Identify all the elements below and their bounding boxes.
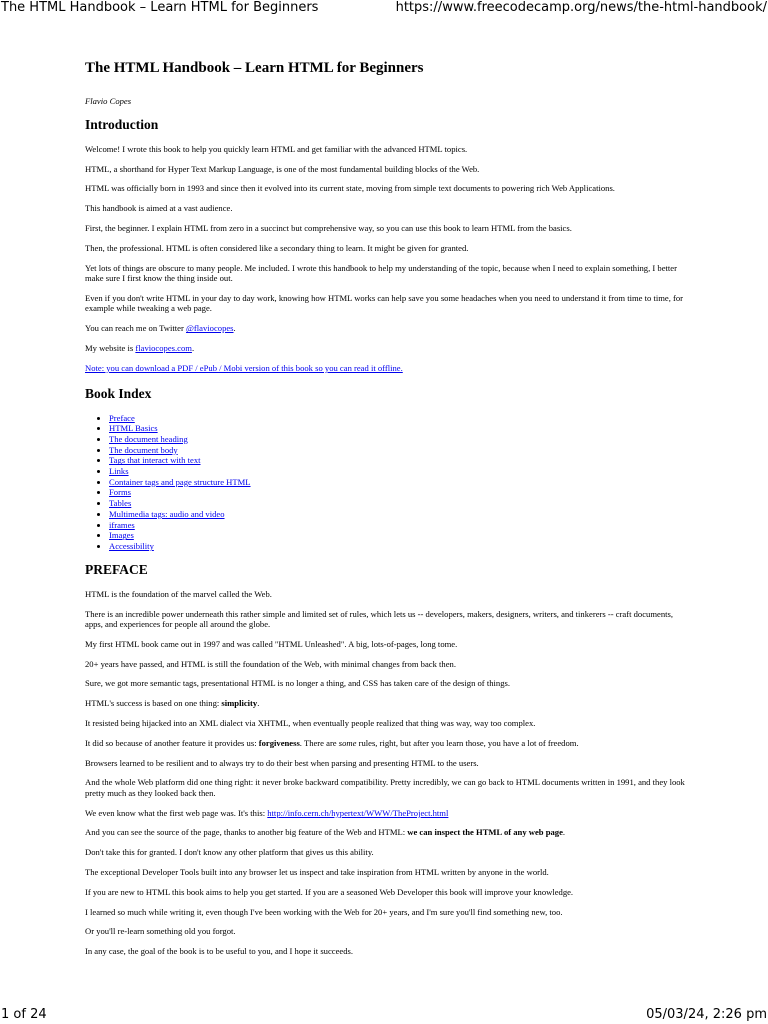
print-header — [0, 0, 768, 18]
twitter-link[interactable]: @flaviocopes — [186, 323, 234, 334]
index-link-multimedia[interactable]: Multimedia tags: audio and video — [109, 508, 225, 519]
text-span: And you can see the source of the page, thanks to another big feature of the Web and HTML: — [85, 827, 408, 838]
first-web-page-link[interactable]: http://info.cern.ch/hypertext/WWW/TheProject.html — [267, 807, 449, 818]
book-index-heading: Book Index — [85, 385, 152, 401]
index-item — [109, 434, 685, 445]
preface-paragraph: My first HTML book came out in 1997 and was called "HTML Unleashed". A big, lots-of-pages, long tome. — [85, 638, 458, 649]
print-footer — [0, 1007, 768, 1024]
text-span: HTML's success is based on one thing: — [85, 698, 222, 709]
index-link-forms[interactable]: Forms — [109, 487, 131, 498]
twitter-paragraph — [85, 323, 685, 334]
index-link-text-tags[interactable]: Tags that interact with text — [109, 455, 201, 466]
preface-paragraph: If you are new to HTML this book aims to help you get started. If you are a seasoned Web Developer this book will improve your knowledge. — [85, 886, 574, 897]
book-index-list — [85, 413, 685, 552]
index-link-links[interactable]: Links — [109, 466, 129, 477]
website-prefix: My website is — [85, 342, 136, 353]
intro-paragraph: HTML was officially born in 1993 and since then it evolved into its current state, moving from simple text documents to powering rich Web Applications. — [85, 183, 615, 194]
index-item — [109, 477, 685, 488]
print-header-title: The HTML Handbook – Learn HTML for Beginners — [1, 0, 319, 15]
download-note-link[interactable]: Note: you can download a PDF / ePub / Mobi version of this book so you can read it offline. — [85, 362, 403, 373]
italic-text: some — [338, 737, 357, 748]
index-link-tables[interactable]: Tables — [109, 498, 132, 509]
text-span: . — [257, 698, 260, 709]
preface-paragraph: 20+ years have passed, and HTML is still the foundation of the Web, with minimal changes from back then. — [85, 658, 456, 669]
index-link-html-basics[interactable]: HTML Basics — [109, 423, 158, 434]
preface-paragraph: And the whole Web platform did one thing right: it never broke backward compatibility. Pretty incredibly, we can go back to HTML documents written in 1991, and they look pretty much as they looked back then. — [85, 777, 685, 798]
preface-paragraph — [85, 808, 685, 819]
text-span: rules, right, but after you learn those, you have a lot of freedom. — [356, 737, 579, 748]
preface-heading: PREFACE — [85, 561, 148, 577]
author-name: Flavio Copes — [85, 96, 132, 106]
index-item — [109, 509, 685, 520]
index-item — [109, 541, 685, 552]
preface-paragraph: In any case, the goal of the book is to be useful to you, and I hope it succeeds. — [85, 946, 354, 957]
download-paragraph — [85, 363, 685, 374]
index-item — [109, 498, 685, 509]
index-item — [109, 487, 685, 498]
index-link-document-heading[interactable]: The document heading — [109, 433, 188, 444]
intro-paragraph: This handbook is aimed at a vast audience. — [85, 203, 233, 214]
introduction-heading: Introduction — [85, 116, 159, 132]
intro-paragraph: HTML, a shorthand for Hyper Text Markup Language, is one of the most fundamental building blocks of the Web. — [85, 163, 480, 174]
print-header-url: https://www.freecodecamp.org/news/the-html-handbook/ — [395, 0, 767, 15]
twitter-suffix: . — [233, 323, 236, 334]
index-link-accessibility[interactable]: Accessibility — [109, 541, 154, 551]
preface-paragraph: There is an incredible power underneath this rather simple and limited set of rules, which lets us -- developers, makers, designers, writers, and tinkerers -- craft documents, apps, and experiences for people all around the globe. — [85, 608, 674, 629]
bold-text: we can inspect the HTML of any web page — [407, 827, 563, 838]
website-suffix: . — [191, 342, 195, 353]
index-item — [109, 530, 685, 541]
text-span: We even know what the first web page was. It's this: — [85, 807, 268, 818]
index-item — [109, 445, 685, 456]
intro-paragraph: Yet lots of things are obscure to many people. Me included. I wrote this handbook to help my understanding of the topic, because when I need to explain something, I better make sure I first know the thing inside out. — [85, 262, 677, 284]
index-link-images[interactable]: Images — [109, 530, 134, 541]
website-link[interactable]: flaviocopes.com — [135, 342, 192, 353]
print-datetime: 05/03/24, 2:26 pm — [646, 1007, 767, 1022]
preface-paragraph — [85, 827, 685, 838]
index-item — [109, 466, 685, 477]
preface-paragraph: Sure, we got more semantic tags, presentational HTML is no longer a thing, and CSS has taken care of the design of things. — [85, 678, 510, 689]
twitter-prefix: You can reach me on Twitter — [85, 323, 186, 334]
preface-paragraph: Don't take this for granted. I don't know any other platform that gives us this ability. — [85, 847, 374, 858]
bold-text: forgiveness — [258, 737, 300, 748]
preface-paragraph: I learned so much while writing it, even though I've been working with the Web for 20+ years, and I'm sure you'll find something new, too. — [85, 906, 563, 917]
preface-paragraph — [85, 738, 685, 749]
article-title: The HTML Handbook – Learn HTML for Beginners — [85, 60, 424, 76]
index-link-document-body[interactable]: The document body — [109, 444, 178, 455]
index-item — [109, 423, 685, 434]
preface-paragraph: Or you'll re-learn something old you forgot. — [85, 926, 236, 937]
article — [85, 58, 685, 966]
intro-paragraph: Even if you don't write HTML in your day to day work, knowing how HTML works can help save you some headaches when you need to understand it from time to time, for example while tweaking a web page. — [85, 292, 684, 314]
index-link-iframes[interactable]: iframes — [109, 519, 135, 530]
index-link-container-tags[interactable]: Container tags and page structure HTML — [109, 476, 251, 487]
preface-paragraph: It resisted being hijacked into an XML dialect via XHTML, when eventually people realized that thing was way, way too complex. — [85, 717, 536, 728]
preface-paragraph — [85, 698, 685, 709]
text-span: . — [562, 827, 566, 838]
text-span: . There are — [299, 737, 339, 748]
text-span: It did so because of another feature it provides us: — [85, 737, 259, 748]
index-item — [109, 520, 685, 531]
index-item — [109, 413, 685, 424]
website-paragraph — [85, 343, 685, 354]
intro-paragraph: First, the beginner. I explain HTML from zero in a succinct but comprehensive way, so you can use this book to learn HTML from the basics. — [85, 222, 572, 233]
bold-text: simplicity — [221, 698, 258, 709]
intro-paragraph: Then, the professional. HTML is often considered like a secondary thing to learn. It might be given for granted. — [85, 242, 469, 253]
preface-paragraph: HTML is the foundation of the marvel called the Web. — [85, 588, 272, 599]
index-item — [109, 455, 685, 466]
page-number: 1 of 24 — [1, 1007, 47, 1022]
preface-paragraph: The exceptional Developer Tools built into any browser let us inspect and take inspiration from HTML written by anyone in the world. — [85, 867, 549, 878]
preface-paragraph: Browsers learned to be resilient and to always try to do their best when parsing and presenting HTML to the users. — [85, 757, 479, 768]
intro-paragraph: Welcome! I wrote this book to help you quickly learn HTML and get familiar with the advanced HTML topics. — [85, 143, 468, 154]
index-link-preface[interactable]: Preface — [109, 412, 135, 423]
